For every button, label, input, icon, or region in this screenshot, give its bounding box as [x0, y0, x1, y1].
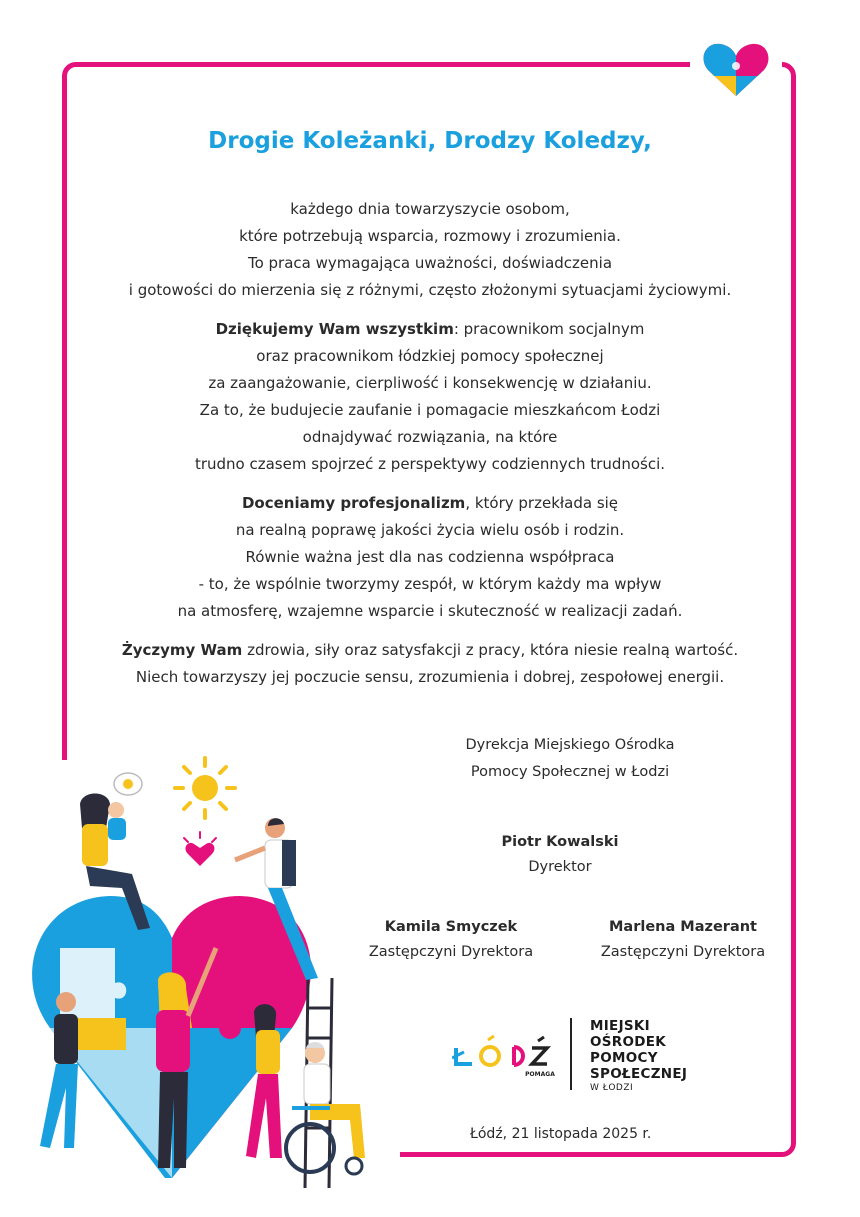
text-line: trudno czasem spojrzeć z perspektywy codziennych trudności.	[194, 455, 666, 473]
speech-bubble-icon	[114, 773, 142, 795]
text-line: Równie ważna jest dla nas codzienna współpraca	[245, 548, 615, 566]
mops-logo	[590, 1018, 687, 1094]
text-line: Za to, że budujecie zaufanie i pomagacie mieszkańcom Łodzi	[199, 401, 661, 419]
letter-date: Łódź, 21 listopada 2025 r.	[470, 1126, 652, 1142]
greeting-heading: Drogie Koleżanki, Drodzy Koledzy,	[208, 128, 652, 154]
text-line: i gotowości do mierzenia się z różnymi, często złożonymi sytuacjami życiowymi.	[128, 281, 732, 299]
paragraph-4	[70, 637, 790, 691]
institution-line-1: Dyrekcja Miejskiego Ośrodka	[465, 737, 675, 753]
mops-line: POMOCY	[590, 1050, 658, 1066]
text-line: - to, że wspólnie tworzymy zespół, w którym każdy ma wpływ	[198, 575, 662, 593]
small-heart-icon	[184, 832, 216, 866]
institution-line-2: Pomocy Społecznej w Łodzi	[470, 764, 670, 780]
text-line: które potrzebują wsparcia, rozmowy i zrozumienia.	[239, 227, 621, 245]
lodz-pomaga-logo	[452, 1028, 557, 1084]
director-signature	[430, 830, 690, 880]
text-line: na realną poprawę jakości życia wielu osób i rodzin.	[235, 521, 625, 539]
logo-separator	[570, 1018, 572, 1090]
text-line: za zaangażowanie, cierpliwość i konsekwencję w działaniu.	[208, 374, 652, 392]
deputy-name: Marlena Mazerant	[608, 919, 757, 935]
puzzle-heart-icon	[702, 40, 770, 98]
man-in-wheelchair	[286, 1042, 365, 1174]
text-line: Życzymy Wam zdrowia, siły oraz satysfakcji z pracy, która niesie realną wartość.	[121, 641, 739, 659]
deputy-name: Kamila Smyczek	[384, 919, 518, 935]
paragraph-3	[70, 490, 790, 625]
director-title: Dyrektor	[528, 859, 592, 875]
deputy-signature-2	[578, 915, 788, 965]
mops-line-small: W ŁODZI	[590, 1083, 634, 1093]
director-name: Piotr Kowalski	[501, 834, 619, 850]
mops-line: MIEJSKI	[590, 1018, 651, 1034]
text-line: Niech towarzyszy jej poczucie sensu, zrozumienia i dobrej, zespołowej energii.	[135, 668, 725, 686]
lodz-logo-tag: POMAGA	[525, 1071, 555, 1078]
letter-body	[70, 196, 790, 703]
deputy-title: Zastępczyni Dyrektora	[368, 944, 534, 960]
text-line: oraz pracownikom łódzkiej pomocy społecznej	[256, 347, 604, 365]
text-line: Doceniamy profesjonalizm, który przekłada się	[241, 494, 619, 512]
puzzle-heart-illustration	[20, 748, 400, 1188]
paragraph-2	[70, 316, 790, 478]
text-line: To praca wymagająca uważności, doświadczenia	[247, 254, 613, 272]
sun-icon	[175, 758, 235, 818]
text-line: na atmosferę, wzajemne wsparcie i skuteczność w realizacji zadań.	[177, 602, 683, 620]
text-line: odnajdywać rozwiązania, na które	[302, 428, 558, 446]
text-line: każdego dnia towarzyszycie osobom,	[290, 200, 570, 218]
mops-line: OŚRODEK	[590, 1034, 667, 1050]
mops-line: SPOŁECZNEJ	[590, 1066, 688, 1082]
text-line: Dziękujemy Wam wszystkim: pracownikom socjalnym	[215, 320, 645, 338]
institution-signature	[400, 732, 740, 786]
deputy-title: Zastępczyni Dyrektora	[600, 944, 766, 960]
paragraph-1	[70, 196, 790, 304]
